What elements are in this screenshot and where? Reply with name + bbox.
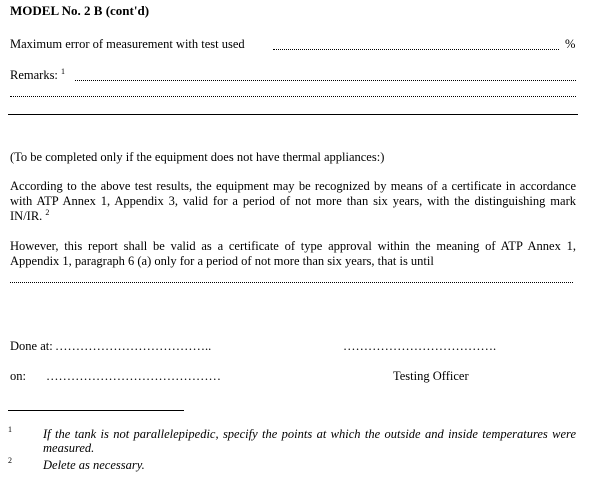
footnote-1-text: If the tank is not parallelepipedic, specify the points at which the outside and inside temperatures were measured. bbox=[43, 427, 576, 455]
measurement-unit: % bbox=[565, 37, 576, 51]
remarks-dot-leader-2 bbox=[10, 96, 576, 97]
remarks-dot-leader-1 bbox=[75, 80, 576, 81]
paragraph1-footnote-ref: 2 bbox=[45, 207, 50, 217]
footnote-divider bbox=[8, 410, 184, 411]
measurement-label: Maximum error of measurement with test used bbox=[10, 37, 245, 51]
remarks-label: Remarks: $^1$ bbox=[10, 66, 66, 82]
measurement-dot-leader bbox=[273, 49, 559, 50]
done-at-label: Done at: bbox=[10, 339, 53, 353]
completion-note: (To be completed only if the equipment does not have thermal appliances:) bbox=[10, 150, 385, 164]
footnote-2-number: 2 bbox=[8, 456, 12, 465]
signature-dots: ………………………………. bbox=[343, 339, 497, 353]
testing-officer-label: Testing Officer bbox=[393, 369, 469, 383]
date-dots: …………………………………… bbox=[46, 369, 221, 383]
date-label: on: bbox=[10, 369, 26, 383]
done-at-dots: ……………………………….. bbox=[55, 339, 212, 353]
section-divider bbox=[8, 114, 578, 115]
validity-paragraph: However, this report shall be valid as a certificate of type approval within the meaning of ATP Annex 1, Appendix 1, paragraph 6 (a) only for a period of not more than six years, that is until bbox=[10, 239, 576, 268]
footnote-2-text: Delete as necessary. bbox=[43, 458, 145, 472]
page-title: MODEL No. 2 B (cont'd) bbox=[10, 3, 150, 18]
footnote-1-number: 1 bbox=[8, 425, 12, 434]
recognition-paragraph: According to the above test results, the equipment may be recognized by means of a certificate in accordance with ATP Annex 1, Appendix 3, valid for a period of not more than six years, with the distinguishing mark IN/IR. $^2$ bbox=[10, 179, 576, 223]
validity-date-dot-leader bbox=[10, 282, 573, 283]
remarks-footnote-ref: 1 bbox=[61, 66, 66, 76]
